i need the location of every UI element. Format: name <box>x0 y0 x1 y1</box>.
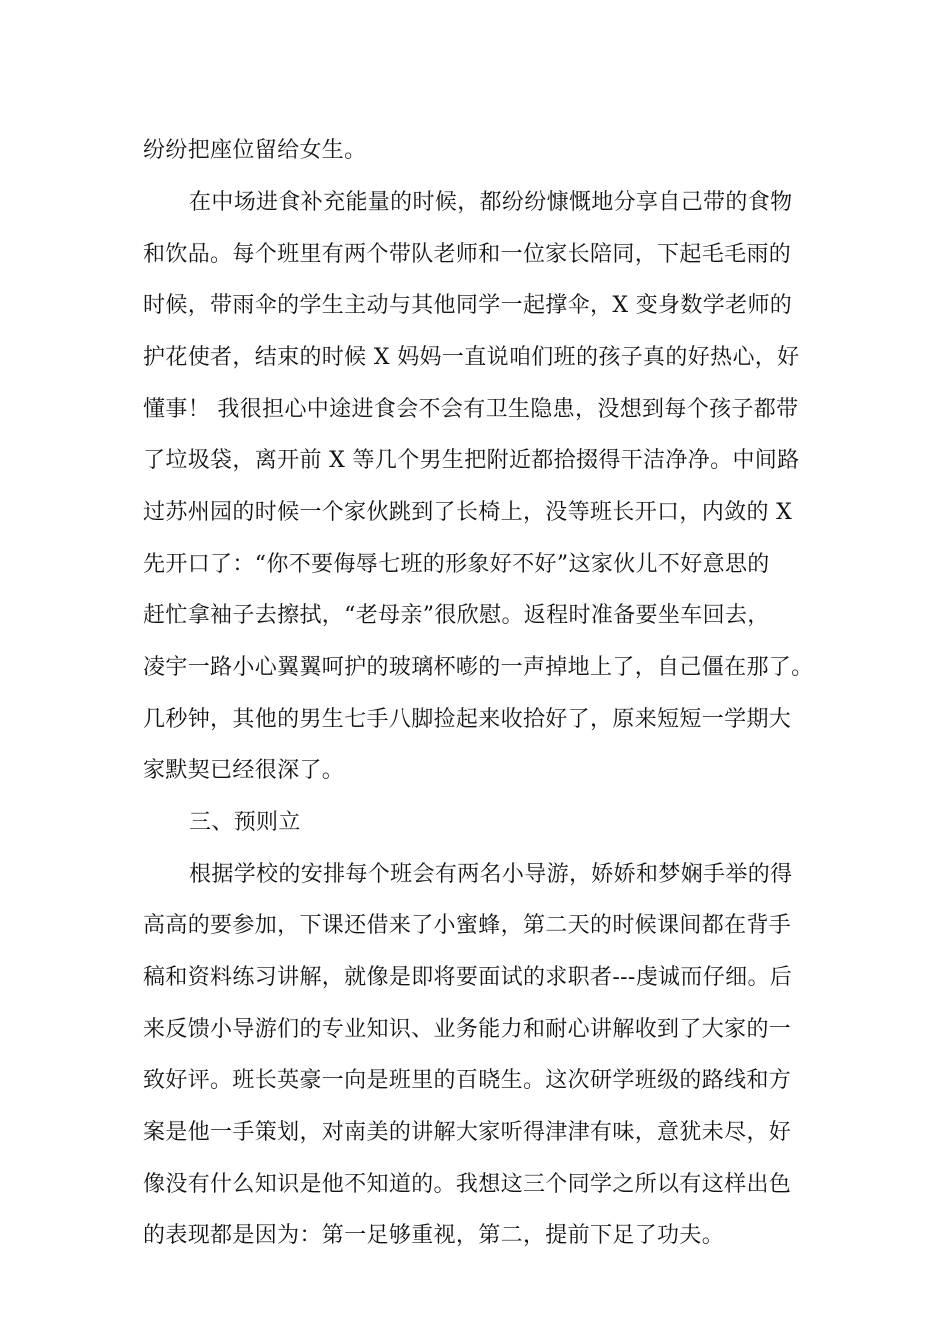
text-line: 护花使者，结束的时候 X 妈妈一直说咱们班的孩子真的好热心，好 <box>143 345 800 370</box>
text-line: 高高的要参加，下课还借来了小蜜蜂，第二天的时候课间都在背手 <box>143 913 792 938</box>
text-line: 过苏州园的时候一个家伙跳到了长椅上，没等班长开口，内敛的 X <box>143 500 793 525</box>
text-line: 时候，带雨伞的学生主动与其他同学一起撑伞，X 变身数学老师的 <box>143 293 793 318</box>
section-heading: 三、预则立 <box>189 810 301 835</box>
paragraph-start-line: 在中场进食补充能量的时候，都纷纷慷慨地分享自己带的食物 <box>189 190 793 215</box>
text-line: 赶忙拿袖子去擦拭，“老母亲”很欣慰。返程时准备要坐车回去， <box>143 603 770 628</box>
paragraph-start-line: 根据学校的安排每个班会有两名小导游，娇娇和梦娴手举的得 <box>189 862 793 887</box>
text-line: 稿和资料练习讲解，就像是即将要面试的求职者---虔诚而仔细。后 <box>143 965 793 990</box>
text-line: 的表现都是因为：第一足够重视，第二，提前下足了功夫。 <box>143 1223 725 1248</box>
text-line: 家默契已经很深了。 <box>143 758 345 783</box>
text-line: 懂事！ 我很担心中途进食会不会有卫生隐患，没想到每个孩子都带 <box>143 397 799 422</box>
text-line: 致好评。班长英豪一向是班里的百晓生。这次研学班级的路线和方 <box>143 1068 792 1093</box>
text-line: 了垃圾袋，离开前 X 等几个男生把附近都拾掇得干洁净净。中间路 <box>143 448 800 473</box>
text-line: 纷纷把座位留给女生。 <box>143 138 367 163</box>
text-line: 来反馈小导游们的专业知识、业务能力和耐心讲解收到了大家的一 <box>143 1017 792 1042</box>
text-line: 案是他一手策划，对南美的讲解大家听得津津有味，意犹未尽，好 <box>143 1120 792 1145</box>
text-line: 先开口了：“你不要侮辱七班的形象好不好”这家伙儿不好意思的 <box>143 552 770 577</box>
text-line: 几秒钟，其他的男生七手八脚捡起来收拾好了，原来短短一学期大 <box>143 707 792 732</box>
text-line: 像没有什么知识是他不知道的。我想这三个同学之所以有这样出色 <box>143 1172 792 1197</box>
text-line: 凌宇一路小心翼翼呵护的玻璃杯嘭的一声掉地上了，自己僵在那了。 <box>143 655 814 680</box>
text-line: 和饮品。每个班里有两个带队老师和一位家长陪同，下起毛毛雨的 <box>143 242 792 267</box>
